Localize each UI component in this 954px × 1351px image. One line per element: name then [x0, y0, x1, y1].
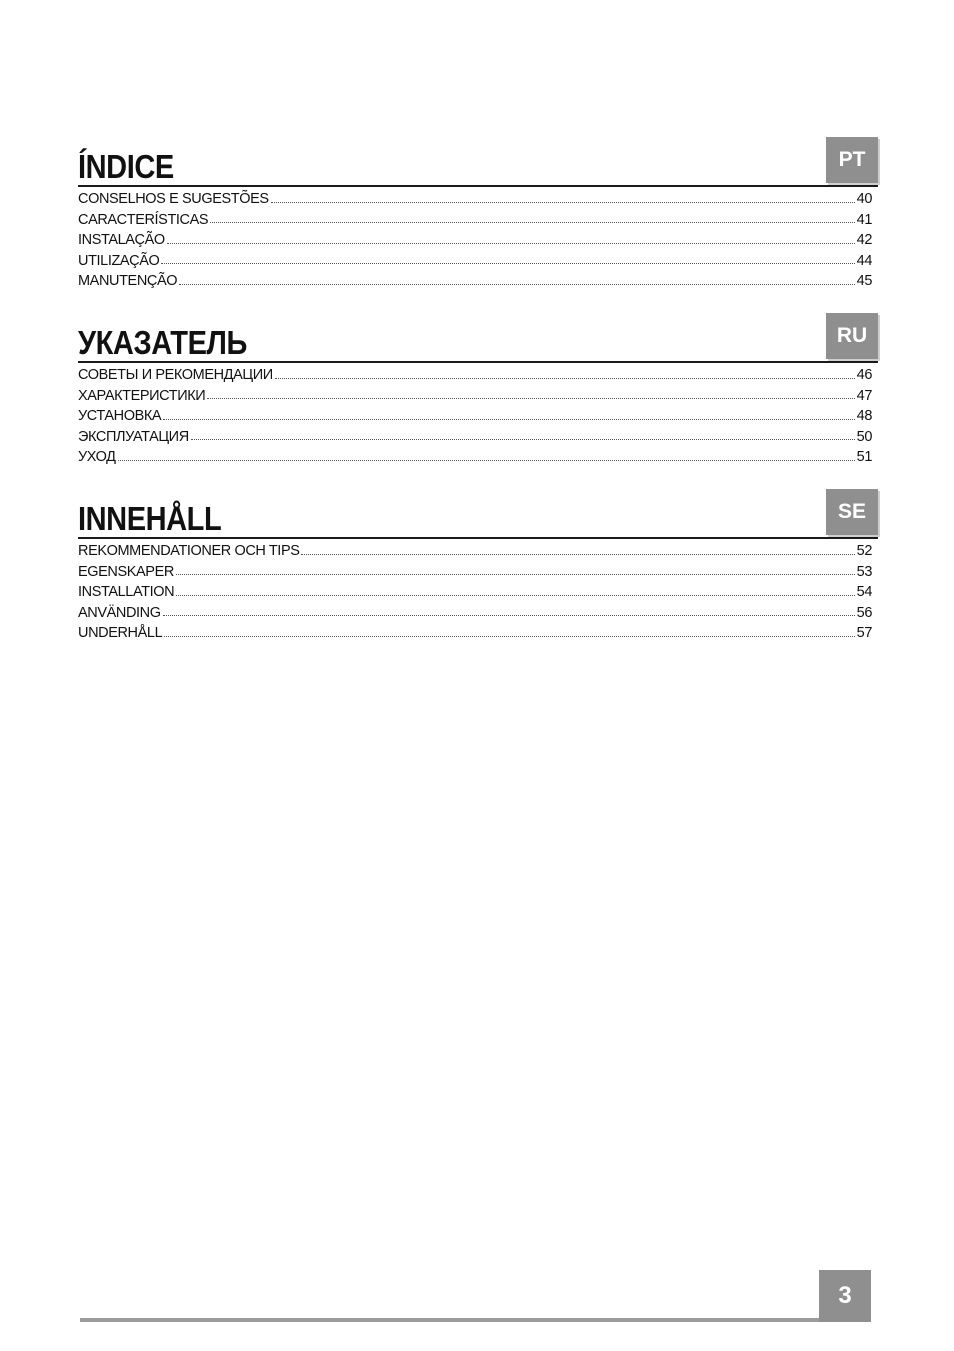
toc-entry[interactable] — [78, 623, 878, 644]
section-header — [78, 313, 878, 363]
language-badge: SE — [826, 489, 878, 535]
toc-entry[interactable] — [78, 251, 878, 272]
toc-section-se — [78, 489, 878, 644]
toc-entry[interactable] — [78, 189, 878, 210]
dot-leader — [176, 594, 854, 596]
dot-leader — [163, 614, 855, 616]
dot-leader — [163, 418, 854, 420]
toc-entry[interactable] — [78, 210, 878, 231]
dot-leader — [210, 221, 854, 223]
toc-entry[interactable] — [78, 427, 878, 448]
toc-entry[interactable] — [78, 603, 878, 624]
dot-leader — [275, 377, 855, 379]
toc-section-ru — [78, 313, 878, 468]
toc-entry-label: УСТАНОВКА — [78, 408, 162, 425]
toc-entry-label: ХАРАКТЕРИСТИКИ — [78, 387, 206, 404]
toc-entry-page: 45 — [856, 273, 872, 290]
toc-entry[interactable] — [78, 562, 878, 583]
section-title: INNEHÅLL — [78, 500, 222, 537]
toc-entry[interactable] — [78, 230, 878, 251]
toc-entry[interactable] — [78, 447, 878, 468]
toc-entry-page: 48 — [856, 408, 872, 425]
language-badge: RU — [826, 313, 878, 359]
toc-entry-page: 44 — [856, 252, 872, 269]
footer-divider — [80, 1318, 870, 1322]
toc-entry-page: 52 — [856, 543, 872, 559]
toc-entry-label: СОВЕТЫ И РЕКОМЕНДАЦИИ — [78, 367, 273, 383]
toc-entry-page: 40 — [856, 191, 872, 207]
toc-entry-label: INSTALLATION — [78, 584, 175, 601]
toc-entry-page: 42 — [856, 232, 872, 249]
toc-entry[interactable] — [78, 541, 878, 562]
toc-entry-page: 41 — [856, 211, 872, 228]
toc-entry-page: 57 — [856, 625, 872, 642]
page-number-badge: 3 — [819, 1270, 871, 1322]
section-header — [78, 137, 878, 187]
section-title: ÍNDICE — [78, 148, 174, 185]
toc-entry-label: UTILIZAÇÃO — [78, 252, 160, 269]
dot-leader — [179, 283, 855, 285]
toc-entry[interactable] — [78, 271, 878, 292]
toc-entry-label: UNDERHÅLL — [78, 625, 163, 642]
dot-leader — [161, 262, 854, 264]
dot-leader — [176, 573, 855, 575]
dot-leader — [191, 438, 855, 440]
toc-entry-label: ANVÄNDING — [78, 604, 161, 621]
toc-entry-label: REKOMMENDATIONER OCH TIPS — [78, 543, 300, 559]
dot-leader — [118, 459, 855, 461]
toc-list — [78, 363, 878, 468]
language-badge: PT — [826, 137, 878, 183]
toc-entry-label: УХОД — [78, 449, 116, 466]
section-header — [78, 489, 878, 539]
toc-entry-page: 47 — [856, 387, 872, 404]
dot-leader — [271, 201, 855, 203]
toc-entry-page: 56 — [856, 604, 872, 621]
toc-entry-page: 46 — [856, 367, 872, 383]
toc-entry-page: 50 — [856, 428, 872, 445]
toc-entry[interactable] — [78, 386, 878, 407]
toc-entry-label: CONSELHOS E SUGESTÕES — [78, 191, 269, 207]
toc-entry-label: EGENSKAPER — [78, 563, 174, 580]
toc-entry-label: MANUTENÇÃO — [78, 273, 178, 290]
toc-entry-label: ЭКСПЛУАТАЦИЯ — [78, 428, 189, 445]
toc-list — [78, 187, 878, 292]
section-title: УКАЗАТЕЛЬ — [78, 324, 247, 361]
dot-leader — [301, 553, 854, 555]
toc-entry[interactable] — [78, 582, 878, 603]
dot-leader — [164, 635, 854, 637]
toc-entry-page: 54 — [856, 584, 872, 601]
toc-entry-label: INSTALAÇÃO — [78, 232, 165, 249]
toc-entry-page: 51 — [856, 449, 872, 466]
toc-entry-page: 53 — [856, 563, 872, 580]
toc-entry[interactable] — [78, 406, 878, 427]
toc-list — [78, 539, 878, 644]
dot-leader — [167, 242, 855, 244]
toc-entry-label: CARACTERÍSTICAS — [78, 211, 209, 228]
toc-entry[interactable] — [78, 365, 878, 386]
dot-leader — [207, 397, 854, 399]
toc-section-pt — [78, 137, 878, 292]
